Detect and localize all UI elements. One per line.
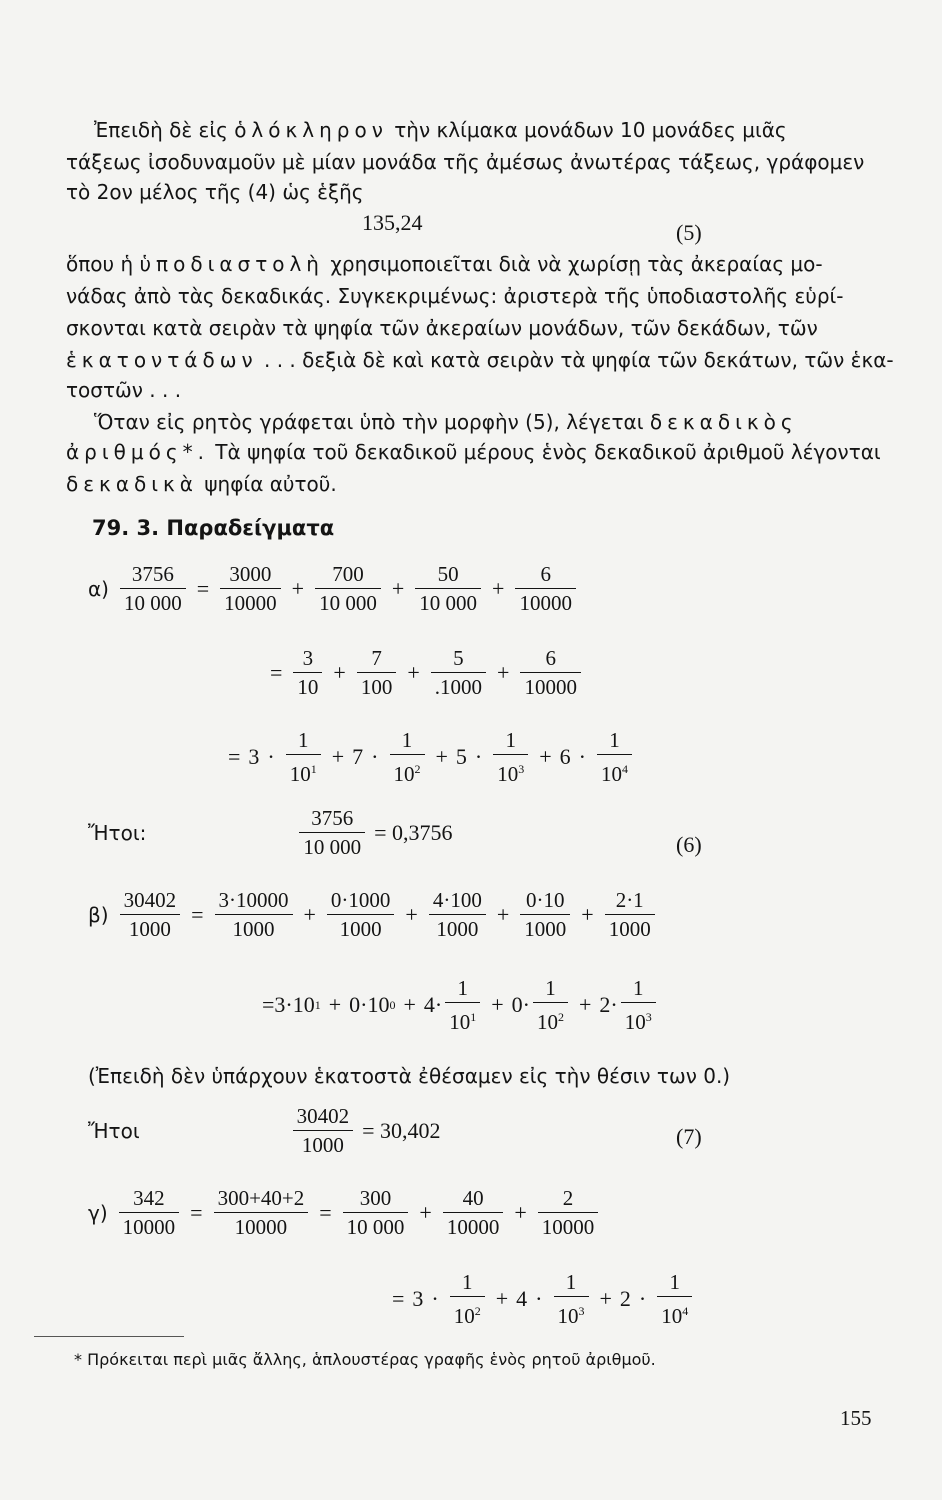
fraction: $\frac{3000}{10000}$ bbox=[220, 562, 281, 615]
fraction: $\frac{3756}{10 000}$ bbox=[299, 806, 365, 859]
page-number: 155 bbox=[840, 1406, 872, 1430]
fraction: $\frac{1}{10^2}$ bbox=[390, 728, 425, 786]
fraction: $\frac{30402}{1000}$ bbox=[293, 1104, 354, 1157]
fraction: $\frac{700}{10 000}$ bbox=[315, 562, 381, 615]
fraction: $\frac{0\cdot 10}{1000}$ bbox=[520, 888, 570, 941]
fraction: $\frac{1}{10^4}$ bbox=[657, 1270, 692, 1328]
example-c-row1: γ) $\frac{342}{10000}$ = $\frac{300+40+2}{10000}$ = $\frac{300}{10 000}$ + $\frac{40}{10000}$ + $\frac{2}{10000}$ bbox=[88, 1186, 601, 1239]
paragraph2-line3: σκονται κατὰ σειρὰν τὰ ψηφία τῶν ἀκεραίων μονάδων, τῶν δεκάδων, τῶν bbox=[66, 316, 818, 340]
fraction: $\frac{1}{10^1}$ bbox=[445, 976, 480, 1034]
section-title: 79. 3. Παραδείγματα bbox=[92, 516, 335, 540]
fraction: $\frac{3}{10}$ bbox=[293, 646, 322, 699]
fraction: $\frac{30402}{1000}$ bbox=[120, 888, 181, 941]
equation-6-label: (6) bbox=[676, 832, 702, 857]
fraction: $\frac{300+40+2}{10000}$ bbox=[214, 1186, 309, 1239]
example-a-result: Ἤτοι: $\frac{3756}{10 000}$ = 0,3756 bbox=[88, 806, 453, 859]
paragraph3-line1: Ὅταν εἰς ρητὸς γράφεται ὑπὸ τὴν μορφὴν (5), λέγεται δεκαδικὸς bbox=[94, 410, 798, 434]
paragraph2-line2: νάδας ἀπὸ τὰς δεκαδικάς. Συγκεκριμένως: ἀριστερὰ τῆς ὑποδιαστολῆς εὑρί- bbox=[66, 284, 844, 308]
fraction: $\frac{1}{10^3}$ bbox=[554, 1270, 589, 1328]
fraction: $\frac{6}{10000}$ bbox=[515, 562, 576, 615]
fraction: $\frac{0\cdot 1000}{1000}$ bbox=[327, 888, 395, 941]
fraction: $\frac{40}{10000}$ bbox=[443, 1186, 504, 1239]
paragraph3-line2: ἀριθμός*. Τὰ ψηφία τοῦ δεκαδικοῦ μέρους ἑνὸς δεκαδικοῦ ἀριθμοῦ λέγονται bbox=[66, 440, 881, 464]
paragraph2-line4: ἑκατοντάδων . . . δεξιὰ δὲ καὶ κατὰ σειρὰν τὰ ψηφία τῶν δεκάτων, τῶν ἑκα- bbox=[66, 348, 894, 372]
paragraph2-line1: ὅπου ἡ ὑποδιαστολὴ χρησιμοποιεῖται διὰ νὰ χωρίσῃ τὰς ἀκεραίας μο- bbox=[66, 252, 823, 276]
paragraph3-line3: δεκαδικὰ ψηφία αὐτοῦ. bbox=[66, 472, 337, 496]
equation-5-value: 135,24 bbox=[362, 210, 423, 235]
fraction: $\frac{3756}{10 000}$ bbox=[120, 562, 186, 615]
equation-5-label: (5) bbox=[676, 220, 702, 245]
fraction: $\frac{7}{100}$ bbox=[357, 646, 397, 699]
paragraph1-line1: Ἐπειδὴ δὲ εἰς ὁλόκληρον τὴν κλίμακα μονάδων 10 μονάδες μιᾶς bbox=[94, 118, 787, 142]
fraction: $\frac{342}{10000}$ bbox=[119, 1186, 180, 1239]
example-b-row2: =3·10 1 + 0·10 0 + 4· $\frac{1}{10^1}$ + 0· $\frac{1}{10^2}$ + 2· $\frac{1}{10^3}$ bbox=[262, 976, 659, 1034]
fraction: $\frac{3\cdot 10000}{1000}$ bbox=[215, 888, 293, 941]
footnote-rule bbox=[34, 1336, 184, 1337]
example-a-row2: = $\frac{3}{10}$ + $\frac{7}{100}$ + $\frac{5}{.1000}$ + $\frac{6}{10000}$ bbox=[262, 646, 584, 699]
fraction: $\frac{2\cdot 1}{1000}$ bbox=[605, 888, 655, 941]
example-a-label: α) bbox=[88, 576, 109, 601]
example-b-result: Ἤτοι $\frac{30402}{1000}$ = 30,402 bbox=[88, 1104, 441, 1157]
fraction: $\frac{1}{10^2}$ bbox=[533, 976, 568, 1034]
equation-7-label: (7) bbox=[676, 1124, 702, 1149]
example-b-note: (Ἐπειδὴ δὲν ὑπάρχουν ἑκατοστὰ ἐθέσαμεν εἰς τὴν θέσιν των 0.) bbox=[88, 1064, 731, 1088]
example-b-row1: β) $\frac{30402}{1000}$ = $\frac{3\cdot 10000}{1000}$ + $\frac{0\cdot 1000}{1000}$ + $\frac{4\cdot 100}{1000}$ + $\frac{0\cdot 10}{1000}$ + $\frac{2\cdot 1}{1000}$ bbox=[88, 888, 658, 941]
fraction: $\frac{1}{10^2}$ bbox=[450, 1270, 485, 1328]
fraction: $\frac{1}{10^3}$ bbox=[621, 976, 656, 1034]
example-a-row3: = 3 · $\frac{1}{10^1}$ + 7 · $\frac{1}{10^2}$ + 5 · $\frac{1}{10^3}$ + 6 · $\frac{1}{10^4}$ bbox=[220, 728, 635, 786]
footnote: * Πρόκειται περὶ μιᾶς ἄλλης, ἁπλουστέρας γραφῆς ἑνὸς ρητοῦ ἀριθμοῦ. bbox=[74, 1350, 656, 1369]
paragraph1-line2: τάξεως ἰσοδυναμοῦν μὲ μίαν μονάδα τῆς ἀμέσως ἀνωτέρας τάξεως, γράφομεν bbox=[66, 150, 865, 174]
paragraph1-line3: τὸ 2ον μέλος τῆς (4) ὡς ἑξῆς bbox=[66, 180, 364, 204]
paragraph2-line5: τοστῶν . . . bbox=[66, 378, 182, 402]
example-a-row1: α) $\frac{3756}{10 000}$ = $\frac{3000}{10000}$ + $\frac{700}{10 000}$ + $\frac{50}{10 000}$ + $\frac{6}{10000}$ bbox=[88, 562, 579, 615]
fraction: $\frac{1}{10^1}$ bbox=[286, 728, 321, 786]
fraction: $\frac{50}{10 000}$ bbox=[415, 562, 481, 615]
fraction: $\frac{1}{10^3}$ bbox=[493, 728, 528, 786]
fraction: $\frac{4\cdot 100}{1000}$ bbox=[429, 888, 486, 941]
fraction: $\frac{5}{.1000}$ bbox=[431, 646, 486, 699]
fraction: $\frac{6}{10000}$ bbox=[520, 646, 581, 699]
fraction: $\frac{300}{10 000}$ bbox=[343, 1186, 409, 1239]
fraction: $\frac{2}{10000}$ bbox=[538, 1186, 599, 1239]
example-c-row2: = 3 · $\frac{1}{10^2}$ + 4 · $\frac{1}{10^3}$ + 2 · $\frac{1}{10^4}$ bbox=[384, 1270, 695, 1328]
fraction: $\frac{1}{10^4}$ bbox=[597, 728, 632, 786]
